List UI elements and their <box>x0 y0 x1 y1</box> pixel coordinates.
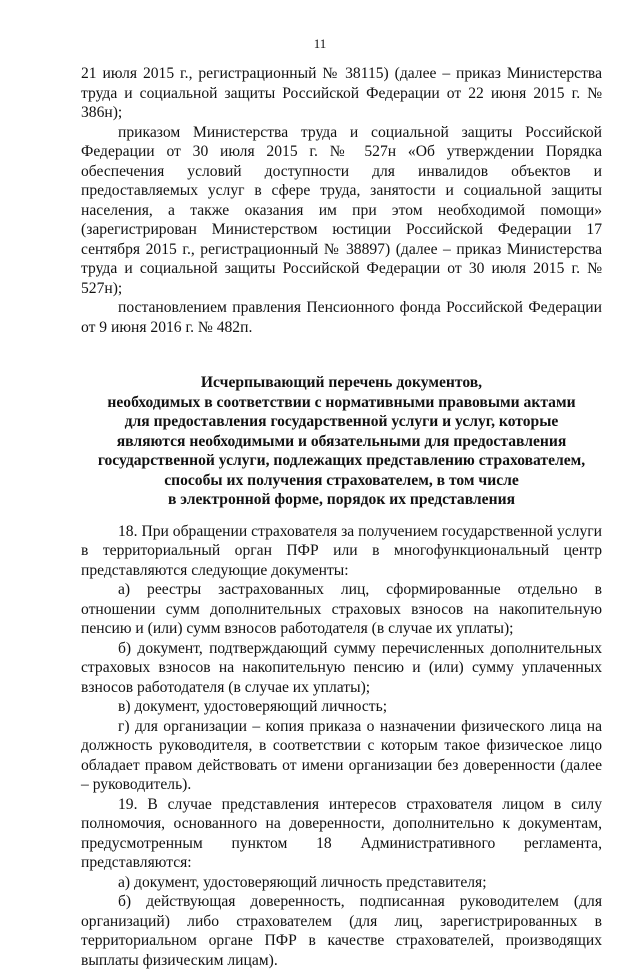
paragraph-order-386n-continuation: 21 июля 2015 г., регистрационный № 38115) (далее – приказ Министерства труда и социальной защиты Российской Федерации от 22 июня 2015 г. № 386н); <box>81 65 602 121</box>
paragraph-resolution-482p: постановлением правления Пенсионного фонда Российской Федерации от 9 июня 2016 г. № 482п. <box>81 299 602 336</box>
page-number: 11 <box>313 36 327 51</box>
section-heading-line: являются необходимыми и обязательными для предоставления <box>116 432 567 450</box>
section-heading-line: государственной услуги, подлежащих представлению страхователем, <box>97 452 586 469</box>
document-body <box>81 64 602 970</box>
clause-18-v: в) документ, удостоверяющий личность; <box>118 698 388 715</box>
clause-19-b: б) действующая доверенность, подписанная руководителем (для организаций) либо страхователем (для лиц, зарегистрированных в территориальном органе ПФР в качестве страхователей, производящих выплаты физическим лицам). <box>81 893 602 969</box>
section-heading-line: Исчерпывающий перечень документов, <box>200 374 483 391</box>
section-heading-line: способы их получения страхователем, в том числе <box>164 471 519 489</box>
section-heading-line: для предоставления государственной услуги и услуг, которые <box>124 413 559 430</box>
section-heading-line: необходимых в соответствии с нормативными правовыми актами <box>107 393 576 411</box>
paragraph-order-527n: приказом Министерства труда и социальной защиты Российской Федерации от 30 июля 2015 г. № 527н «Об утверждении Порядка обеспечения условий доступности для инвалидов объектов и предоставляемых услуг в сфере труда, занятости и социальной защиты населения, а также оказания им при этом необходимой помощи» (зарегистрирован Министерством юстиции Российской Федерации 17 сентября 2015 г., регистрационный № 38897) (далее – приказ Министерства труда и социальной защиты Российской Федерации от 30 июля 2015 г. № 527н); <box>81 123 602 297</box>
section-heading <box>81 373 602 510</box>
clause-19-a: а) документ, удостоверяющий личность представителя; <box>118 873 487 891</box>
clause-18-a: а) реестры застрахованных лиц, сформированные отдельно в отношении сумм дополнительных страховых взносов на накопительную пенсию и (или) сумм взносов работодателя (в случае их уплаты); <box>81 581 602 637</box>
clause-19: 19. В случае представления интересов страхователя лицом в силу полномочия, основанного на доверенности, дополнительно к документам, предусмотренным пунктом 18 Административного регламента, представляются: <box>81 795 602 871</box>
clause-18-g: г) для организации – копия приказа о назначении физического лица на должность руководителя, в соответствии с которым такое физическое лицо обладает правом действовать от имени организации без доверенности (далее – руководитель). <box>81 717 602 793</box>
section-heading-line: в электронной форме, порядок их представления <box>167 491 516 508</box>
clause-18-b: б) документ, подтверждающий сумму перечисленных дополнительных страховых взносов на накопительную пенсию и (или) сумму уплаченных взносов работодателя (в случае их уплаты); <box>81 639 602 696</box>
clause-18: 18. При обращении страхователя за получением государственной услуги в территориальный орган ПФР или в многофункциональный центр представляются следующие документы: <box>81 522 602 579</box>
